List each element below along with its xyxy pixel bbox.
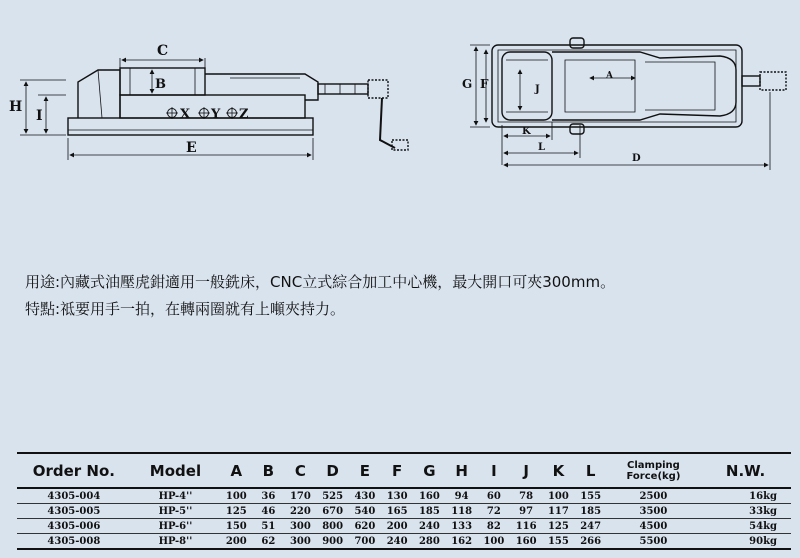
cell-b: 51 xyxy=(252,519,284,534)
label-A: A xyxy=(606,71,613,81)
cell-f: 130 xyxy=(381,488,413,504)
cell-h: 94 xyxy=(446,488,478,504)
cell-j: 78 xyxy=(510,488,542,504)
cell-i: 82 xyxy=(478,519,510,534)
header-clamping-line1: Clamping xyxy=(627,459,680,471)
label-D: D xyxy=(632,153,641,164)
cell-g: 160 xyxy=(413,488,445,504)
label-H: H xyxy=(9,99,23,115)
cell-k: 117 xyxy=(542,504,574,519)
header-e: E xyxy=(349,453,381,488)
cell-order-no: 4305-005 xyxy=(17,504,131,519)
cell-i: 60 xyxy=(478,488,510,504)
cell-l: 266 xyxy=(575,534,607,550)
usage-description: 用途:內藏式油壓虎鉗適用一般銑床，CNC立式綜合加工中心機，最大開口可夾300mm。 xyxy=(25,273,616,291)
header-j: J xyxy=(510,453,542,488)
cell-h: 133 xyxy=(446,519,478,534)
cell-l: 247 xyxy=(575,519,607,534)
cell-j: 160 xyxy=(510,534,542,550)
cell-model: HP-6'' xyxy=(131,519,220,534)
header-g: G xyxy=(413,453,445,488)
cell-clamping-force: 4500 xyxy=(607,519,700,534)
header-b: B xyxy=(252,453,284,488)
header-k: K xyxy=(542,453,574,488)
cell-g: 185 xyxy=(413,504,445,519)
table-row xyxy=(17,488,791,504)
label-X: X xyxy=(180,107,191,122)
cell-d: 900 xyxy=(317,534,349,550)
cell-b: 46 xyxy=(252,504,284,519)
cell-clamping-force: 2500 xyxy=(607,488,700,504)
cell-k: 125 xyxy=(542,519,574,534)
label-Z: Z xyxy=(239,107,249,122)
cell-e: 620 xyxy=(349,519,381,534)
label-G: G xyxy=(462,77,473,91)
table-row xyxy=(17,519,791,534)
header-clamping-force xyxy=(607,453,700,488)
header-l: L xyxy=(575,453,607,488)
cell-model: HP-5'' xyxy=(131,504,220,519)
header-f: F xyxy=(381,453,413,488)
table-row xyxy=(17,534,791,550)
label-L: L xyxy=(538,142,546,153)
header-i: I xyxy=(478,453,510,488)
cell-j: 97 xyxy=(510,504,542,519)
top-view-drawing xyxy=(470,38,786,170)
specification-table xyxy=(17,452,791,550)
cell-c: 170 xyxy=(284,488,316,504)
cell-order-no: 4305-004 xyxy=(17,488,131,504)
cell-nw: 90kg xyxy=(700,534,791,550)
cell-d: 800 xyxy=(317,519,349,534)
cell-f: 240 xyxy=(381,534,413,550)
cell-h: 118 xyxy=(446,504,478,519)
cell-f: 165 xyxy=(381,504,413,519)
cell-j: 116 xyxy=(510,519,542,534)
features-description: 特點:祗要用手一拍，在轉兩圈就有上噸夾持力。 xyxy=(25,300,346,318)
cell-model: HP-8'' xyxy=(131,534,220,550)
label-E: E xyxy=(186,140,197,156)
header-order-no: Order No. xyxy=(17,453,131,488)
cell-clamping-force: 3500 xyxy=(607,504,700,519)
cell-model: HP-4'' xyxy=(131,488,220,504)
cell-e: 430 xyxy=(349,488,381,504)
cell-c: 300 xyxy=(284,534,316,550)
header-h: H xyxy=(446,453,478,488)
cell-e: 540 xyxy=(349,504,381,519)
cell-a: 150 xyxy=(220,519,252,534)
cell-a: 125 xyxy=(220,504,252,519)
label-K: K xyxy=(522,126,531,137)
header-model: Model xyxy=(131,453,220,488)
cell-b: 62 xyxy=(252,534,284,550)
cell-nw: 54kg xyxy=(700,519,791,534)
label-B: B xyxy=(155,77,166,92)
cell-h: 162 xyxy=(446,534,478,550)
label-I: I xyxy=(36,108,43,124)
cell-a: 200 xyxy=(220,534,252,550)
cell-g: 240 xyxy=(413,519,445,534)
cell-f: 200 xyxy=(381,519,413,534)
label-F: F xyxy=(480,77,489,91)
table-header-row xyxy=(17,453,791,488)
cell-i: 100 xyxy=(478,534,510,550)
table-row xyxy=(17,504,791,519)
cell-d: 525 xyxy=(317,488,349,504)
label-C: C xyxy=(157,43,169,59)
header-nw: N.W. xyxy=(700,453,791,488)
header-c: C xyxy=(284,453,316,488)
header-d: D xyxy=(317,453,349,488)
cell-e: 700 xyxy=(349,534,381,550)
cell-nw: 16kg xyxy=(700,488,791,504)
cell-nw: 33kg xyxy=(700,504,791,519)
cell-c: 300 xyxy=(284,519,316,534)
cell-b: 36 xyxy=(252,488,284,504)
cell-d: 670 xyxy=(317,504,349,519)
cell-l: 155 xyxy=(575,488,607,504)
header-clamping-line2: Force(kg) xyxy=(626,470,681,482)
cell-c: 220 xyxy=(284,504,316,519)
label-J: J xyxy=(535,84,540,95)
cell-order-no: 4305-008 xyxy=(17,534,131,550)
label-Y: Y xyxy=(211,107,221,122)
cell-l: 185 xyxy=(575,504,607,519)
cell-order-no: 4305-006 xyxy=(17,519,131,534)
cell-i: 72 xyxy=(478,504,510,519)
header-a: A xyxy=(220,453,252,488)
cell-clamping-force: 5500 xyxy=(607,534,700,550)
technical-drawings xyxy=(0,0,800,200)
cell-k: 155 xyxy=(542,534,574,550)
cell-k: 100 xyxy=(542,488,574,504)
cell-g: 280 xyxy=(413,534,445,550)
cell-a: 100 xyxy=(220,488,252,504)
